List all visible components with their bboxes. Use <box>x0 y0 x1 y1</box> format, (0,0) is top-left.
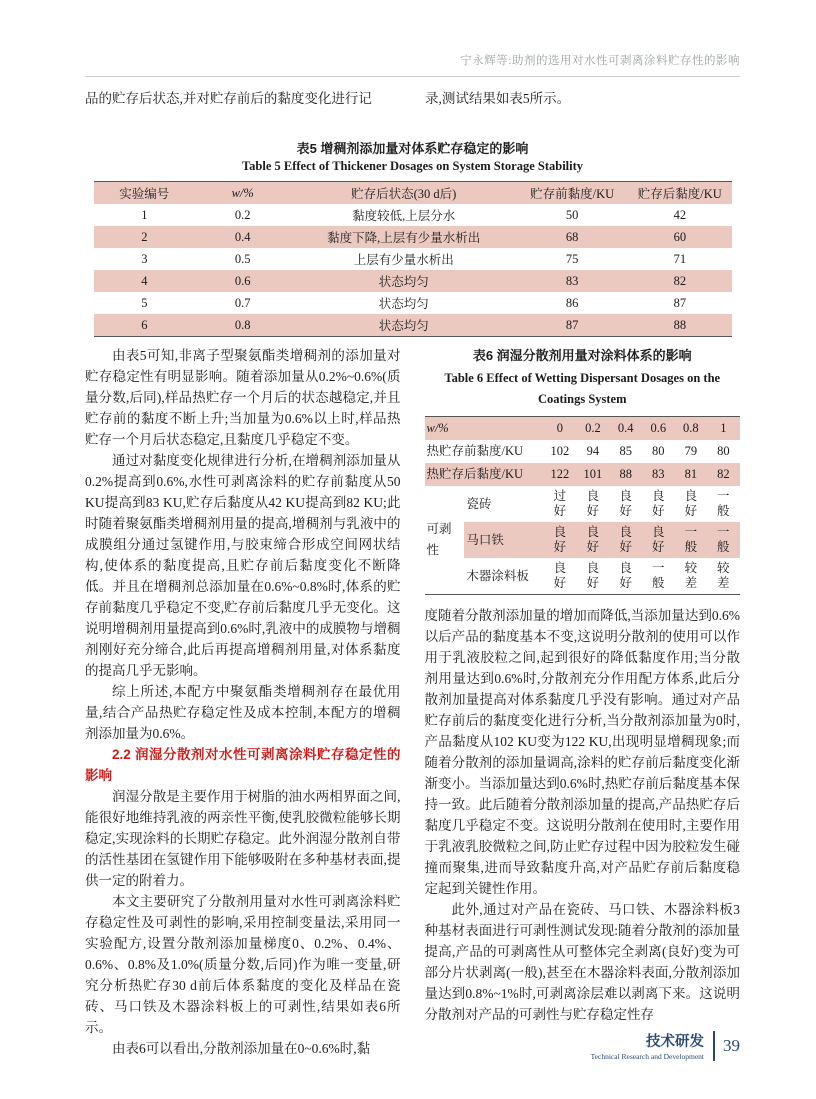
table5-cell: 75 <box>565 251 579 266</box>
table6-cell: 一般 <box>717 525 730 554</box>
table6-cell: 102 <box>550 444 570 458</box>
footer-section-en: Technical Research and Development <box>590 1052 704 1061</box>
table6-row-label: 木器涂料板 <box>466 568 529 583</box>
table5-row <box>94 270 732 292</box>
table5-header-cell: 实验编号 <box>119 187 170 201</box>
table6-header-cell: 0 <box>556 421 563 435</box>
table6-row <box>425 486 740 522</box>
table5-cell: 0.5 <box>234 251 251 266</box>
table6-cell: 良好 <box>619 489 632 518</box>
table6 <box>425 416 740 595</box>
table5-row <box>94 292 732 314</box>
paragraph: 通过对黏度变化规律进行分析,在增稠剂添加量从0.2%提高到0.6%,水性可剥离涂料的贮存前黏度从50 KU提高到83 KU,贮存后黏度从42 KU提高到82 KU;此时随着聚氨酯类增稠剂用量的提高,增稠剂与乳液中的成膜组分通过氢键作用,与胶束缔合形成空间网状结构,使体系的黏度提高,且贮存前后黏度变化不断降低。并且在增稠剂总添加量在0.6%~0.8%时,体系的贮存前黏度几乎稳定不变,贮存前后黏度几乎无变化。这说明增稠剂用量提高到0.6%时,乳液中的成膜物与增稠剂刚好充分缔合,此后再提高增稠剂用量,对体系黏度的提高几乎无影响。 <box>85 453 401 678</box>
table6-cell: 101 <box>583 467 603 481</box>
table6-cell: 一般 <box>652 561 665 590</box>
paragraph: 由表5可知,非离子型聚氨酯类增稠剂的添加量对贮存稳定性有明显影响。随着添加量从0.2%~0.6%(质量分数,后同),样品热贮存一个月后的状态越稳定,并且贮存前的黏度不断上升;当加量为0.6%以上时,样品热贮存一个月后状态稳定,且黏度几乎稳定不变。 <box>85 348 401 447</box>
table6-title-cn: 表6 润湿分散剂用量对涂料体系的影响 <box>472 348 692 363</box>
table6-cell: 82 <box>717 467 730 481</box>
paragraph: 润湿分散是主要作用于树脂的油水两相界面之间,能很好地维持乳液的两亲性平衡,使乳胶微粒能够长期稳定,实现涂料的长期贮存稳定。此外润湿分散剂自带的活性基团在氢键作用下能够吸附在多种基材表面,提供一定的附着力。 <box>85 789 401 888</box>
table5-title-cn: 表5 增稠剂添加量对体系贮存稳定的影响 <box>296 141 529 156</box>
table5-cell: 86 <box>565 295 579 310</box>
table6-cell: 94 <box>586 444 600 458</box>
table6-cell: 良好 <box>619 525 632 554</box>
table6-header-cell: 0.8 <box>683 421 699 435</box>
table5-cell: 黏度下降,上层有少量水析出 <box>327 231 481 245</box>
table6-cell: 良好 <box>652 525 665 554</box>
table6-cell: 122 <box>550 467 570 481</box>
table5-cell: 87 <box>565 317 579 332</box>
intro-line <box>85 88 740 109</box>
table6-row <box>425 463 740 486</box>
paragraph: 此外,通过对产品在瓷砖、马口铁、木器涂料板3种基材表面进行可剥性测试发现:随着分散剂的添加量提高,产品的可剥离性从可整体完全剥离(良好)变为可部分片状剥离(一般),甚至在木器涂料表面,分散剂添加量达到0.8%~1%时,可剥离涂层难以剥离下来。这说明分散剂对产品的可剥性与贮存稳定性存 <box>424 902 740 1022</box>
table6-cell: 85 <box>619 444 632 458</box>
table5-header-cell: 贮存后状态(30 d后) <box>351 187 457 201</box>
table5-cell: 3 <box>141 251 148 266</box>
table6-cell: 80 <box>717 444 730 458</box>
table6-row-label: 热贮存前黏度/KU <box>426 444 524 458</box>
table5-cell: 上层有少量水析出 <box>353 253 454 267</box>
table6-cell: 良好 <box>586 561 600 590</box>
table5-cell: 0.8 <box>234 317 251 332</box>
left-column <box>85 345 401 1059</box>
table5-header-cell: 贮存后黏度/KU <box>637 187 722 201</box>
page-number: 39 <box>723 1035 740 1055</box>
table5-cell: 0.4 <box>234 229 251 244</box>
table6-row-label: 热贮存后黏度/KU <box>426 467 524 481</box>
table5-cell: 1 <box>141 207 148 222</box>
table6-cell: 过好 <box>553 489 567 518</box>
table5-cell: 88 <box>673 317 687 332</box>
table6-cell: 81 <box>684 467 698 481</box>
table6-row-label: 马口铁 <box>464 522 543 558</box>
table5-cell: 68 <box>565 229 579 244</box>
intro-left-text: 品的贮存后状态,并对贮存前后的黏度变化进行记 <box>85 91 372 106</box>
table5-header-cell: w/% <box>231 185 254 200</box>
table6-cell: 一般 <box>717 489 730 518</box>
table6-cell: 较差 <box>717 561 730 590</box>
table5-cell: 黏度较低,上层分水 <box>352 209 456 223</box>
table5-cell: 60 <box>673 229 687 244</box>
table5-title-en: Table 5 Effect of Thickener Dosages on System Storage Stability <box>241 159 584 173</box>
right-column <box>425 345 741 1059</box>
table5-cell: 82 <box>673 273 687 288</box>
body-columns <box>85 345 740 1059</box>
table6-row <box>425 440 740 463</box>
table6-cell: 83 <box>652 467 665 481</box>
table6-title-en-line1: Table 6 Effect of Wetting Dispersant Dosages on the <box>444 371 721 385</box>
table5-cell: 4 <box>141 273 148 288</box>
table5-row <box>94 314 732 337</box>
table5 <box>94 181 732 337</box>
paragraph: 度随着分散剂添加量的增加而降低,当添加量达到0.6%以后产品的黏度基本不变,这说明分散剂的使用可以作用于乳液胶粒之间,起到很好的降低黏度作用;当分散剂用量达到0.6%时,分散剂充分作用配方体系,此后分散剂加量提高对体系黏度几乎没有影响。通过对产品贮存前后的黏度变化进行分析,当分散剂添加量为0时,产品黏度从102 KU变为122 KU,出现明显增稠现象;而随着分散剂的添加量调高,涂料的贮存前后黏度变化渐渐变小。当添加量达到0.6%时,热贮存前后黏度基本保持一致。此后随着分散剂添加量的提高,产品热贮存后黏度几乎稳定不变。这说明分散剂在使用时,主要作用于乳液乳胶微粒之间,防止贮存过程中因为胶粒发生碰撞而聚集,进而导致黏度升高,对产品贮存前后黏度稳定起到关键性作用。 <box>424 608 740 896</box>
table5-row <box>94 248 732 270</box>
intro-right-text: 录,测试结果如表5所示。 <box>425 91 571 106</box>
table6-header-cell: 0.2 <box>585 421 601 435</box>
table5-cell: 状态均匀 <box>378 297 429 311</box>
table5-cell: 83 <box>565 273 579 288</box>
table5-cell: 状态均匀 <box>378 275 429 289</box>
table5-cell: 0.2 <box>234 207 251 222</box>
table5-cell: 0.6 <box>234 273 251 288</box>
table6-cell: 较差 <box>684 561 698 590</box>
footer-divider <box>713 1031 715 1061</box>
table6-cell: 良好 <box>586 525 600 554</box>
table6-cell: 良好 <box>553 525 567 554</box>
table6-row-label: 瓷砖 <box>466 496 492 511</box>
table5-row <box>94 226 732 248</box>
table6-cell: 80 <box>652 444 665 458</box>
table6-cell: 良好 <box>553 561 567 590</box>
table6-cell: 良好 <box>652 489 665 518</box>
table5-cell: 50 <box>565 207 579 222</box>
table6-cell: 79 <box>684 444 698 458</box>
page-footer <box>0 1030 740 1061</box>
table6-header-row <box>425 417 740 441</box>
table5-cell: 6 <box>141 317 148 332</box>
table6-title-en-line2: Coatings System <box>537 392 627 406</box>
table5-block <box>85 138 740 337</box>
header-divider <box>85 76 740 77</box>
running-header-title: 宁永辉等:助剂的选用对水性可剥离涂料贮存性的影响 <box>460 55 740 67</box>
table6-peel-group-label: 可剥性 <box>426 522 452 557</box>
paragraph: 由表6可以看出,分散剂添加量在0~0.6%时,黏 <box>112 1041 371 1056</box>
paragraph: 本文主要研究了分散剂用量对水性可剥离涂料贮存稳定性及可剥性的影响,采用控制变量法,采用同一实验配方,设置分散剂添加量梯度0、0.2%、0.4%、0.6%、0.8%及1.0%(质量分数,后同)作为唯一变量,研究分析热贮存30 d前后体系黏度的变化及样品在瓷砖、马口铁及木器涂料板上的可剥性,结果如表6所示。 <box>85 894 401 1035</box>
table5-cell: 0.7 <box>234 295 251 310</box>
footer-section <box>591 1030 704 1061</box>
table6-header-cell: 1 <box>720 421 727 435</box>
table6-cell: 88 <box>619 467 632 481</box>
table5-header-cell: 贮存前黏度/KU <box>530 187 615 201</box>
table6-header-cell: w/% <box>426 421 449 435</box>
table6-header-cell: 0.6 <box>650 421 667 435</box>
footer-section-cn: 技术研发 <box>646 1034 704 1050</box>
table5-cell: 5 <box>141 295 148 310</box>
table5-cell: 42 <box>673 207 687 222</box>
table6-header-cell: 0.4 <box>617 421 634 435</box>
paragraph: 综上所述,本配方中聚氨酯类增稠剂存在最优用量,结合产品热贮存稳定性及成本控制,本配方的增稠剂添加量为0.6%。 <box>85 684 401 741</box>
table6-cell: 良好 <box>619 561 632 590</box>
table5-header-row <box>94 182 732 205</box>
table6-row <box>425 522 740 558</box>
table5-cell: 87 <box>673 295 687 310</box>
table6-cell: 一般 <box>684 525 698 554</box>
table6-row <box>425 558 740 595</box>
table5-cell: 状态均匀 <box>378 319 429 333</box>
table5-row <box>94 204 732 226</box>
section-heading-2-2: 2.2 润湿分散剂对水性可剥离涂料贮存稳定性的影响 <box>85 747 401 783</box>
table5-cell: 71 <box>673 251 687 266</box>
table6-cell: 良好 <box>684 489 698 518</box>
table6-cell: 良好 <box>586 489 600 518</box>
table5-cell: 2 <box>141 229 148 244</box>
table6-block <box>425 345 741 595</box>
